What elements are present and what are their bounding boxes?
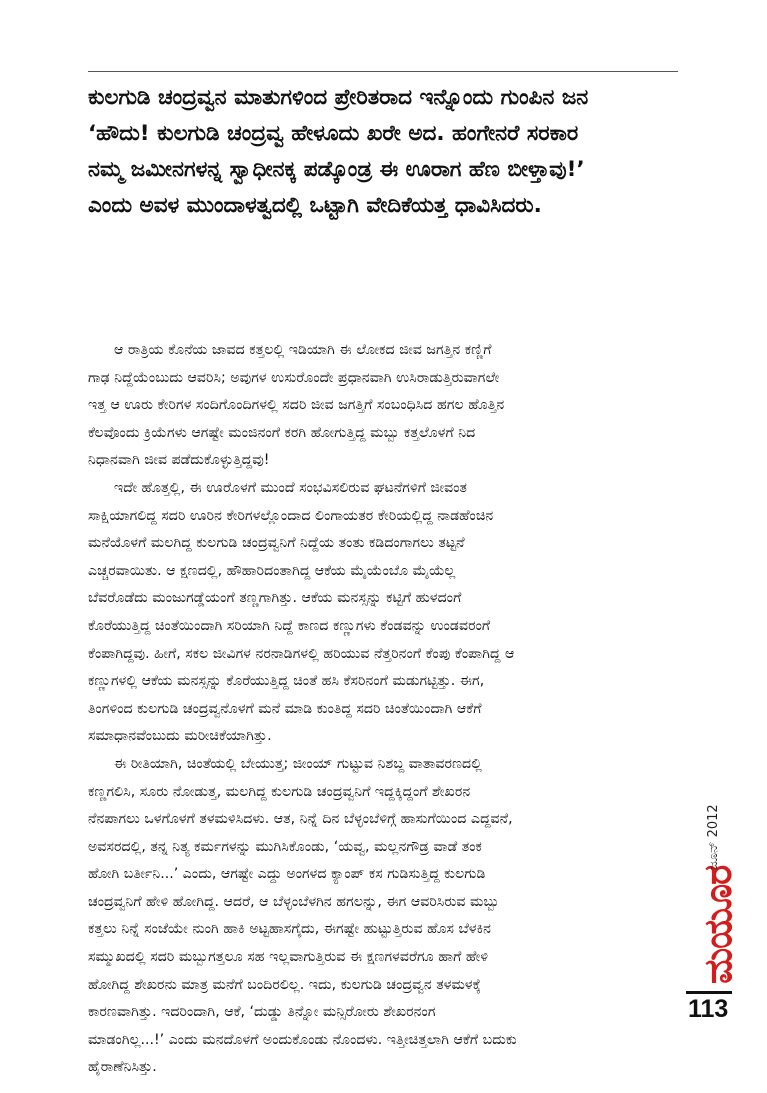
body-line: ಎಚ್ಚರವಾಯಿತು. ಆ ಕ್ಷಣದಲ್ಲಿ, ಹೌಹಾರಿದಂತಾಗಿದ್ದ ಆಕೆಯ ಮೈಯೆಂಬೊ ಮೈಯೆಲ್ಲ [88, 562, 456, 579]
lead-line: ಎಂದು ಅವಳ ಮುಂದಾಳತ್ವದಲ್ಲಿ ಒಟ್ಟಾಗಿ ವೇದಿಕೆಯತ್ತ ಧಾವಿಸಿದರು. [88, 193, 542, 218]
body-line: ಕೊರೆಯುತ್ತಿದ್ದ ಚಿಂತೆಯಿಂದಾಗಿ ಸರಿಯಾಗಿ ನಿದ್ದೆ ಕಾಣದ ಕಣ್ಣುಗಳು ಕೆಂಡವನ್ನು ಉಂಡವರಂಗೆ [88, 617, 491, 634]
body-line: ಅವಸರದಲ್ಲಿ, ತನ್ನ ನಿತ್ಯ ಕರ್ಮಗಳನ್ನು ಮುಗಿಸಿಕೊಂಡು, ‘ಯವ್ವ, ಮಲ್ಲನಗೌಡ್ರ ವಾಡೆ ತಂಕ [88, 838, 482, 855]
body-line: ಸಮಾಧಾನವೆಂಬುದು ಮರೀಚಿಕೆಯಾಗಿತ್ತು. [88, 728, 272, 745]
page-number: 113 [688, 995, 729, 1023]
body-line: ಚಂದ್ರವ್ವನಿಗೆ ಹೇಳಿ ಹೋಗಿದ್ದ. ಆದರೆ, ಆ ಬೆಳ್ಳಂಬೆಳಗಿನ ಹಗಲನ್ನು, ಈಗ ಆವರಿಸಿರುವ ಮಬ್ಬು [88, 893, 500, 910]
top-rule [88, 71, 678, 72]
body-text [88, 337, 683, 1082]
body-line: ಕಾರಣವಾಗಿತ್ತು. ಇದರಿಂದಾಗಿ, ಆಕೆ, ‘ದುಡ್ಡು ತಿನ್ನೋ ಮನ್ಸಿರೋರು ಶೇಖರನಂಗ [88, 1004, 436, 1021]
body-line: ಹೋಗಿ ಬರ್ತೀನಿ...’ ಎಂದು, ಆಗಷ್ಟೇ ಎದ್ದು ಅಂಗಳದ ಕ್ಯಾಂಪ್ ಕಸ ಗುಡಿಸುತ್ತಿದ್ದ ಕುಲಗುಡಿ [88, 866, 486, 883]
body-line: ನಿಧಾನವಾಗಿ ಜೀವ ಪಡೆದುಕೊಳ್ಳುತ್ತಿದ್ದವು! [88, 452, 270, 469]
body-line: ಇದೇ ಹೊತ್ತಲ್ಲಿ, ಈ ಊರೊಳಗೆ ಮುಂದೆ ಸಂಭವಿಸಲಿರುವ ಘಟನೆಗಳಿಗೆ ಜೀವಂತ [114, 479, 468, 496]
issue-date: ಜೂನ್ 2012 [706, 804, 721, 870]
body-line: ಹೈರಾಣೆನಿಸಿತ್ತು. [88, 1059, 157, 1076]
body-line: ಕೆಲವೊಂದು ಕ್ರಿಯೆಗಳು ಆಗಷ್ಟೇ ಮಂಜಿನಂಗೆ ಕರಗಿ ಹೋಗುತ್ತಿದ್ದ ಮಬ್ಬು ಕತ್ತಲೊಳಗೆ ನಿದ [88, 424, 476, 441]
body-line: ಕಣ್ಣುಗಳಲ್ಲಿ ಆಕೆಯ ಮನಸ್ಸನ್ನು ಕೊರೆಯುತ್ತಿದ್ದ ಚಿಂತೆ ಹಸಿ ಕೆಸರಿನಂಗೆ ಮಡುಗಟ್ಟಿತ್ತು. ಈಗ, [88, 673, 485, 690]
body-line: ಆ ರಾತ್ರಿಯ ಕೊನೆಯ ಜಾವದ ಕತ್ತಲಲ್ಲಿ ಇಡಿಯಾಗಿ ಈ ಲೋಕದ ಜೀವ ಜಗತ್ತಿನ ಕಣ್ಣಿಗೆ [114, 342, 492, 358]
body-line: ಇತ್ತ ಆ ಊರು ಕೇರಿಗಳ ಸಂದಿಗೊಂದಿಗಳಲ್ಲಿ ಸದರಿ ಜೀವ ಜಗತ್ತಿಗೆ ಸಂಬಂಧಿಸಿದ ಹಗಲ ಹೊತ್ತಿನ [88, 397, 505, 414]
body-line: ಹೋಗಿದ್ದ ಶೇಖರನು ಮಾತ್ರ ಮನೆಗೆ ಬಂದಿರಲಿಲ್ಲ. ಇದು, ಕುಲಗುಡಿ ಚಂದ್ರವ್ವನ ತಳಮಳಕ್ಕೆ [88, 976, 481, 993]
body-line: ಗಾಢ ನಿದ್ದೆಯೆಂಬುದು ಆವರಿಸಿ; ಅವುಗಳ ಉಸುರೊಂದೇ ಪ್ರಧಾನವಾಗಿ ಉಸಿರಾಡುತ್ತಿರುವಾಗಲೇ [88, 369, 500, 386]
body-line: ಕತ್ತಲು ನಿನ್ನೆ ಸಂಜೆಯೇ ನುಂಗಿ ಹಾಕಿ ಅಟ್ಟಹಾಸಗೈದು, ಈಗಷ್ಟೇ ಹುಟ್ಟುತ್ತಿರುವ ಹೊಸ ಬೆಳಕಿನ [88, 921, 492, 938]
body-line: ಸಮ್ಮುಖದಲ್ಲಿ ಸದರಿ ಮಬ್ಬುಗತ್ತಲೂ ಸಹ ಇಲ್ಲವಾಗುತ್ತಿರುವ ಈ ಕ್ಷಣಗಳವರೆಗೂ ಹಾಗೆ ಹೇಳಿ [88, 949, 489, 966]
lead-line: ನಮ್ಮ ಜಮೀನಗಳನ್ನ ಸ್ವಾಧೀನಕ್ಕ ಪಡ್ಕೊಂಡ್ರ ಈ ಊರಾಗ ಹೆಣ ಬೀಳ್ತಾವು!’ [88, 157, 585, 182]
magazine-name: ಮಯೂರ [696, 865, 740, 984]
body-line: ಮನೆಯೊಳಗೆ ಮಲಗಿದ್ದ ಕುಲಗುಡಿ ಚಂದ್ರವ್ವನಿಗೆ ನಿದ್ದೆಯ ತಂತು ಕಡಿದಂಗಾಗಲು ತಟ್ಟನೆ [88, 535, 465, 552]
body-line: ಕಣ್ಣಗಲಿಸಿ, ಸೂರು ನೋಡುತ್ತ, ಮಲಗಿದ್ದ ಕುಲಗುಡಿ ಚಂದ್ರವ್ವನಿಗೆ ಇದ್ದಕ್ಕಿದ್ದಂಗೆ ಶೇಖರನ [88, 783, 471, 800]
lead-paragraph [88, 80, 690, 224]
body-line: ಮಾಡಂಗಿಲ್ಲ...!’ ಎಂದು ಮನದೊಳಗೆ ಅಂದುಕೊಂಡು ನೊಂದಳು. ಇತ್ತೀಚಿತ್ತಲಾಗಿ ಆಕೆಗೆ ಬದುಕು [88, 1031, 517, 1048]
body-line: ಈ ರೀತಿಯಾಗಿ, ಚಿಂತೆಯಲ್ಲಿ ಬೇಯುತ್ತ; ಜೀಂಯ್ ಗುಟ್ಟುವ ನಿಶಬ್ದ ವಾತಾವರಣದಲ್ಲಿ [114, 755, 482, 772]
body-line: ಸಾಕ್ಷಿಯಾಗಲಿದ್ದ ಸದರಿ ಊರಿನ ಕೇರಿಗಳಲ್ಲೊಂದಾದ ಲಿಂಗಾಯತರ ಕೇರಿಯಲ್ಲಿದ್ದ ನಾಡಹೆಂಚಿನ [88, 507, 494, 524]
body-line: ಬೆವರೊಡೆದು ಮಂಜುಗಡ್ಡೆಯಂಗೆ ತಣ್ಣಗಾಗಿತ್ತು. ಆಕೆಯ ಮನಸ್ಸನ್ನು ಕಟ್ಟಿಗೆ ಹುಳದಂಗೆ [88, 590, 462, 607]
body-line: ಕೆಂಪಾಗಿದ್ದವು. ಹೀಗೆ, ಸಕಲ ಜೀವಿಗಳ ನರನಾಡಿಗಳಲ್ಲಿ ಹರಿಯುವ ನೆತ್ತರಿನಂಗೆ ಕೆಂಪು ಕೆಂಪಾಗಿದ್ದ ಆ [88, 645, 515, 662]
page-number-rule [686, 991, 732, 994]
body-line: ತಿಂಗಳಿಂದ ಕುಲಗುಡಿ ಚಂದ್ರವ್ವನೊಳಗೆ ಮನೆ ಮಾಡಿ ಕುಂತಿದ್ದ ಸದರಿ ಚಿಂತೆಯಿಂದಾಗಿ ಆಕೆಗೆ [88, 700, 482, 717]
body-line: ನೆನಪಾಗಲು ಒಳಗೊಳಗೆ ತಳಮಳಿಸಿದಳು. ಆತ, ನಿನ್ನೆ ದಿನ ಬೆಳ್ಳಂಬೆಳಿಗ್ಗೆ ಹಾಸುಗೆಯಿಂದ ಎದ್ದವನೆ, [88, 811, 513, 828]
lead-line: ‘ಹೌದು! ಕುಲಗುಡಿ ಚಂದ್ರವ್ವ ಹೇಳೂದು ಖರೇ ಅದ. ಹಂಗೇನರೆ ಸರಕಾರ [88, 121, 579, 146]
lead-line: ಕುಲಗುಡಿ ಚಂದ್ರವ್ವನ ಮಾತುಗಳಿಂದ ಪ್ರೇರಿತರಾದ ಇನ್ನೊಂದು ಗುಂಪಿನ ಜನ [88, 85, 589, 110]
